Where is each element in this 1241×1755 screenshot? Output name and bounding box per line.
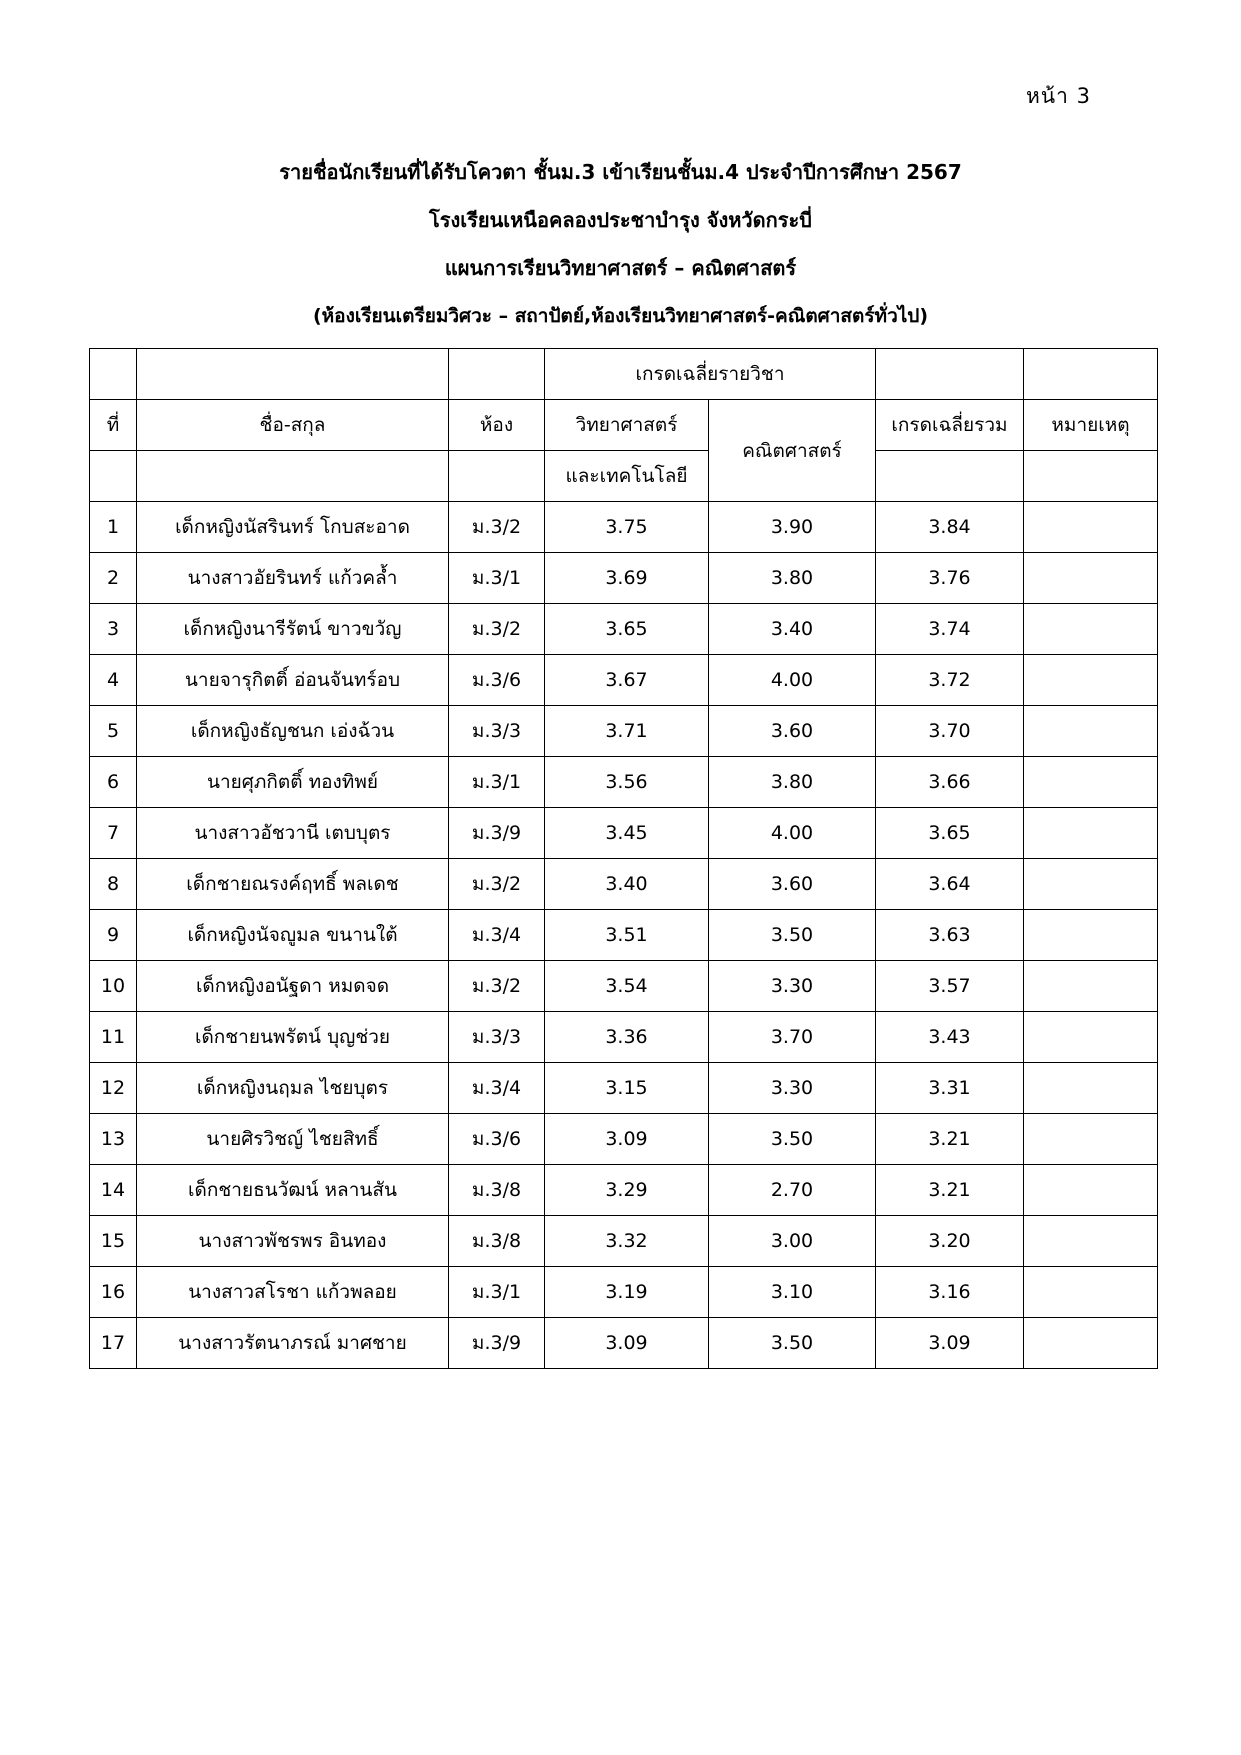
cell-room: ม.3/2 [449,961,545,1012]
table-row [90,808,1158,859]
cell-no: 16 [90,1267,137,1318]
cell-science-grade: 3.65 [545,604,709,655]
cell-overall-grade: 3.72 [876,655,1024,706]
cell-math-grade: 3.30 [709,961,876,1012]
cell-remark [1024,757,1158,808]
cell-science-grade: 3.15 [545,1063,709,1114]
cell-remark [1024,706,1158,757]
cell-science-grade: 3.09 [545,1114,709,1165]
header-science-line2: และเทคโนโลยี [545,451,709,502]
cell-name: นายศุภกิตติ์ ทองทิพย์ [137,757,449,808]
cell-room: ม.3/1 [449,757,545,808]
cell-name: เด็กหญิงนัจญูมล ขนานใต้ [137,910,449,961]
header-remark-top [1024,349,1158,400]
cell-science-grade: 3.45 [545,808,709,859]
cell-name: เด็กหญิงธัญชนก เอ่งฉ้วน [137,706,449,757]
cell-overall-grade: 3.16 [876,1267,1024,1318]
cell-overall-grade: 3.74 [876,604,1024,655]
cell-remark [1024,1318,1158,1369]
cell-name: เด็กหญิงนัสรินทร์ โกบสะอาด [137,502,449,553]
cell-name: เด็กชายธนวัฒน์ หลานสัน [137,1165,449,1216]
cell-math-grade: 4.00 [709,655,876,706]
cell-math-grade: 3.80 [709,553,876,604]
table-row [90,1114,1158,1165]
table-header [90,349,1158,502]
cell-no: 7 [90,808,137,859]
cell-remark [1024,1165,1158,1216]
table-row [90,1063,1158,1114]
cell-science-grade: 3.71 [545,706,709,757]
cell-room: ม.3/6 [449,655,545,706]
header-science: วิทยาศาสตร์ [545,400,709,451]
cell-room: ม.3/1 [449,1267,545,1318]
cell-science-grade: 3.69 [545,553,709,604]
cell-science-grade: 3.36 [545,1012,709,1063]
cell-name: เด็กชายณรงค์ฤทธิ์ พลเดช [137,859,449,910]
cell-remark [1024,655,1158,706]
cell-overall-grade: 3.57 [876,961,1024,1012]
header-math: คณิตศาสตร์ [709,400,876,502]
cell-math-grade: 4.00 [709,808,876,859]
cell-name: เด็กหญิงนารีรัตน์ ขาวขวัญ [137,604,449,655]
cell-overall-grade: 3.84 [876,502,1024,553]
table-row [90,859,1158,910]
header-name: ชื่อ-สกุล [137,400,449,451]
cell-name: เด็กหญิงอนัฐดา หมดจด [137,961,449,1012]
cell-no: 1 [90,502,137,553]
cell-room: ม.3/3 [449,1012,545,1063]
cell-overall-grade: 3.21 [876,1165,1024,1216]
header-overall-bottom [876,451,1024,502]
header-no-top [90,349,137,400]
cell-remark [1024,502,1158,553]
cell-no: 17 [90,1318,137,1369]
cell-overall-grade: 3.66 [876,757,1024,808]
cell-math-grade: 3.40 [709,604,876,655]
cell-room: ม.3/4 [449,1063,545,1114]
table-row [90,502,1158,553]
cell-science-grade: 3.32 [545,1216,709,1267]
classroom-types: (ห้องเรียนเตรียมวิศวะ – สถาปัตย์,ห้องเรียนวิทยาศาสตร์-คณิตศาสตร์ทั่วไป) [312,305,929,327]
cell-remark [1024,808,1158,859]
cell-overall-grade: 3.76 [876,553,1024,604]
cell-math-grade: 3.60 [709,706,876,757]
cell-science-grade: 3.29 [545,1165,709,1216]
cell-remark [1024,1216,1158,1267]
cell-math-grade: 2.70 [709,1165,876,1216]
cell-math-grade: 3.80 [709,757,876,808]
cell-math-grade: 3.50 [709,1114,876,1165]
cell-name: นางสาวอัชวานี เตบบุตร [137,808,449,859]
header-overall: เกรดเฉลี่ยรวม [876,400,1024,451]
cell-math-grade: 3.50 [709,1318,876,1369]
cell-no: 4 [90,655,137,706]
header-overall-top [876,349,1024,400]
cell-no: 12 [90,1063,137,1114]
cell-no: 15 [90,1216,137,1267]
table-row [90,757,1158,808]
table-row [90,910,1158,961]
page-number: หน้า 3 [1025,84,1091,108]
cell-name: นางสาวสโรชา แก้วพลอย [137,1267,449,1318]
table-body [90,502,1158,1369]
cell-remark [1024,1114,1158,1165]
cell-science-grade: 3.75 [545,502,709,553]
cell-room: ม.3/2 [449,502,545,553]
cell-math-grade: 3.50 [709,910,876,961]
table-row [90,655,1158,706]
table-row [90,1318,1158,1369]
table-row [90,706,1158,757]
header-name-bottom [137,451,449,502]
cell-math-grade: 3.10 [709,1267,876,1318]
cell-overall-grade: 3.21 [876,1114,1024,1165]
cell-remark [1024,553,1158,604]
cell-science-grade: 3.54 [545,961,709,1012]
cell-overall-grade: 3.20 [876,1216,1024,1267]
cell-science-grade: 3.40 [545,859,709,910]
cell-science-grade: 3.56 [545,757,709,808]
cell-overall-grade: 3.65 [876,808,1024,859]
cell-science-grade: 3.09 [545,1318,709,1369]
header-remark: หมายเหตุ [1024,400,1158,451]
cell-no: 14 [90,1165,137,1216]
table-row [90,1012,1158,1063]
header-room-top [449,349,545,400]
cell-math-grade: 3.30 [709,1063,876,1114]
table-row [90,1216,1158,1267]
cell-no: 5 [90,706,137,757]
cell-name: นายจารุกิตติ์ อ่อนจันทร์อบ [137,655,449,706]
cell-science-grade: 3.67 [545,655,709,706]
cell-science-grade: 3.51 [545,910,709,961]
cell-no: 3 [90,604,137,655]
cell-no: 10 [90,961,137,1012]
cell-overall-grade: 3.70 [876,706,1024,757]
header-subject-average: เกรดเฉลี่ยรายวิชา [545,349,876,400]
cell-room: ม.3/8 [449,1165,545,1216]
cell-remark [1024,604,1158,655]
cell-name: นางสาวอัยรินทร์ แก้วคล้ำ [137,553,449,604]
cell-room: ม.3/9 [449,808,545,859]
student-roster-table [89,348,1158,1369]
cell-room: ม.3/9 [449,1318,545,1369]
cell-name: นางสาวรัตนาภรณ์ มาศชาย [137,1318,449,1369]
cell-room: ม.3/1 [449,553,545,604]
cell-no: 6 [90,757,137,808]
table-row [90,604,1158,655]
cell-name: เด็กชายนพรัตน์ บุญช่วย [137,1012,449,1063]
table-row [90,961,1158,1012]
table-row [90,1267,1158,1318]
cell-no: 8 [90,859,137,910]
cell-overall-grade: 3.64 [876,859,1024,910]
study-program: แผนการเรียนวิทยาศาสตร์ – คณิตศาสตร์ [444,256,797,280]
header-name-top [137,349,449,400]
cell-no: 9 [90,910,137,961]
cell-room: ม.3/3 [449,706,545,757]
header-no-bottom [90,451,137,502]
school-name: โรงเรียนเหนือคลองประชาบำรุง จังหวัดกระบี่ [429,208,812,232]
table-row [90,1165,1158,1216]
cell-math-grade: 3.00 [709,1216,876,1267]
cell-no: 11 [90,1012,137,1063]
document-headings [0,148,1241,340]
cell-science-grade: 3.19 [545,1267,709,1318]
cell-remark [1024,1063,1158,1114]
cell-room: ม.3/2 [449,604,545,655]
cell-room: ม.3/8 [449,1216,545,1267]
cell-room: ม.3/4 [449,910,545,961]
cell-math-grade: 3.90 [709,502,876,553]
cell-room: ม.3/6 [449,1114,545,1165]
cell-remark [1024,910,1158,961]
header-remark-bottom [1024,451,1158,502]
cell-name: เด็กหญิงนฤมล ไชยบุตร [137,1063,449,1114]
cell-overall-grade: 3.63 [876,910,1024,961]
cell-remark [1024,1012,1158,1063]
cell-remark [1024,1267,1158,1318]
header-room: ห้อง [449,400,545,451]
header-no: ที่ [90,400,137,451]
cell-no: 2 [90,553,137,604]
cell-remark [1024,961,1158,1012]
cell-overall-grade: 3.09 [876,1318,1024,1369]
document-title: รายชื่อนักเรียนที่ได้รับโควตา ชั้นม.3 เข้าเรียนชั้นม.4 ประจำปีการศึกษา 2567 [279,160,962,184]
cell-math-grade: 3.60 [709,859,876,910]
table-row [90,553,1158,604]
cell-overall-grade: 3.31 [876,1063,1024,1114]
cell-name: นายศิรวิชญ์ ไชยสิทธิ์ [137,1114,449,1165]
cell-name: นางสาวพัชรพร อินทอง [137,1216,449,1267]
cell-room: ม.3/2 [449,859,545,910]
cell-overall-grade: 3.43 [876,1012,1024,1063]
header-room-bottom [449,451,545,502]
cell-math-grade: 3.70 [709,1012,876,1063]
cell-no: 13 [90,1114,137,1165]
cell-remark [1024,859,1158,910]
